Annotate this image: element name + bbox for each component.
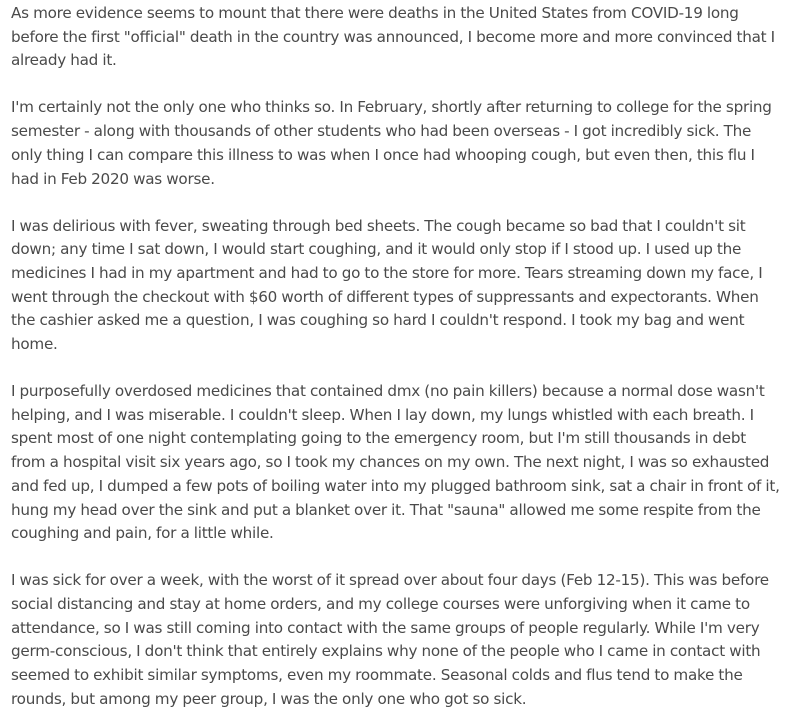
paragraph-1: As more evidence seems to mount that there were deaths in the United States from COVID-19 long before the first "official" death in the country was announced, I become more and more convinced that I already had it. [11, 4, 775, 70]
paragraph-2: I'm certainly not the only one who thinks so. In February, shortly after returning to college for the spring semester - along with thousands of other students who had been overseas - I got incredibly sick. The only thing I can compare this illness to was when I once had whooping cough, but even then, this flu I had in Feb 2020 was worse. [11, 98, 772, 188]
paragraph-5: I was sick for over a week, with the worst of it spread over about four days (Feb 12-15). This was before social distancing and stay at home orders, and my college courses were unforgiving when it came to attendance, so I was still coming into contact with the same groups of people regularly. While I'm very germ-conscious, I don't think that entirely explains why none of the people who I came in contact with seemed to exhibit similar symptoms, even my roommate. Seasonal colds and flus tend to make the rounds, but among my peer group, I was the only one who got so sick. [11, 571, 769, 708]
paragraph-3: I was delirious with fever, sweating through bed sheets. The cough became so bad that I couldn't sit down; any time I sat down, I would start coughing, and it would only stop if I stood up. I used up the medicines I had in my apartment and had to go to the store for more. Tears streaming down my face, I went through the checkout with $60 worth of different types of suppressants and expectorants. When the cashier asked me a question, I was coughing so hard I couldn't respond. I took my bag and went home. [11, 216, 763, 354]
paragraph-4: I purposefully overdosed medicines that contained dmx (no pain killers) because a normal dose wasn't helping, and I was miserable. I couldn't sleep. When I lay down, my lungs whistled with each breath. I spent most of one night contemplating going to the emergency room, but I'm still thousands in debt from a hospital visit six years ago, so I took my chances on my own. The next night, I was so exhausted and fed up, I dumped a few pots of boiling water into my plugged bathroom sink, sat a chair in front of it, hung my head over the sink and put a blanket over it. That "sauna" allowed me some respite from the coughing and pain, for a little while. [11, 382, 780, 543]
